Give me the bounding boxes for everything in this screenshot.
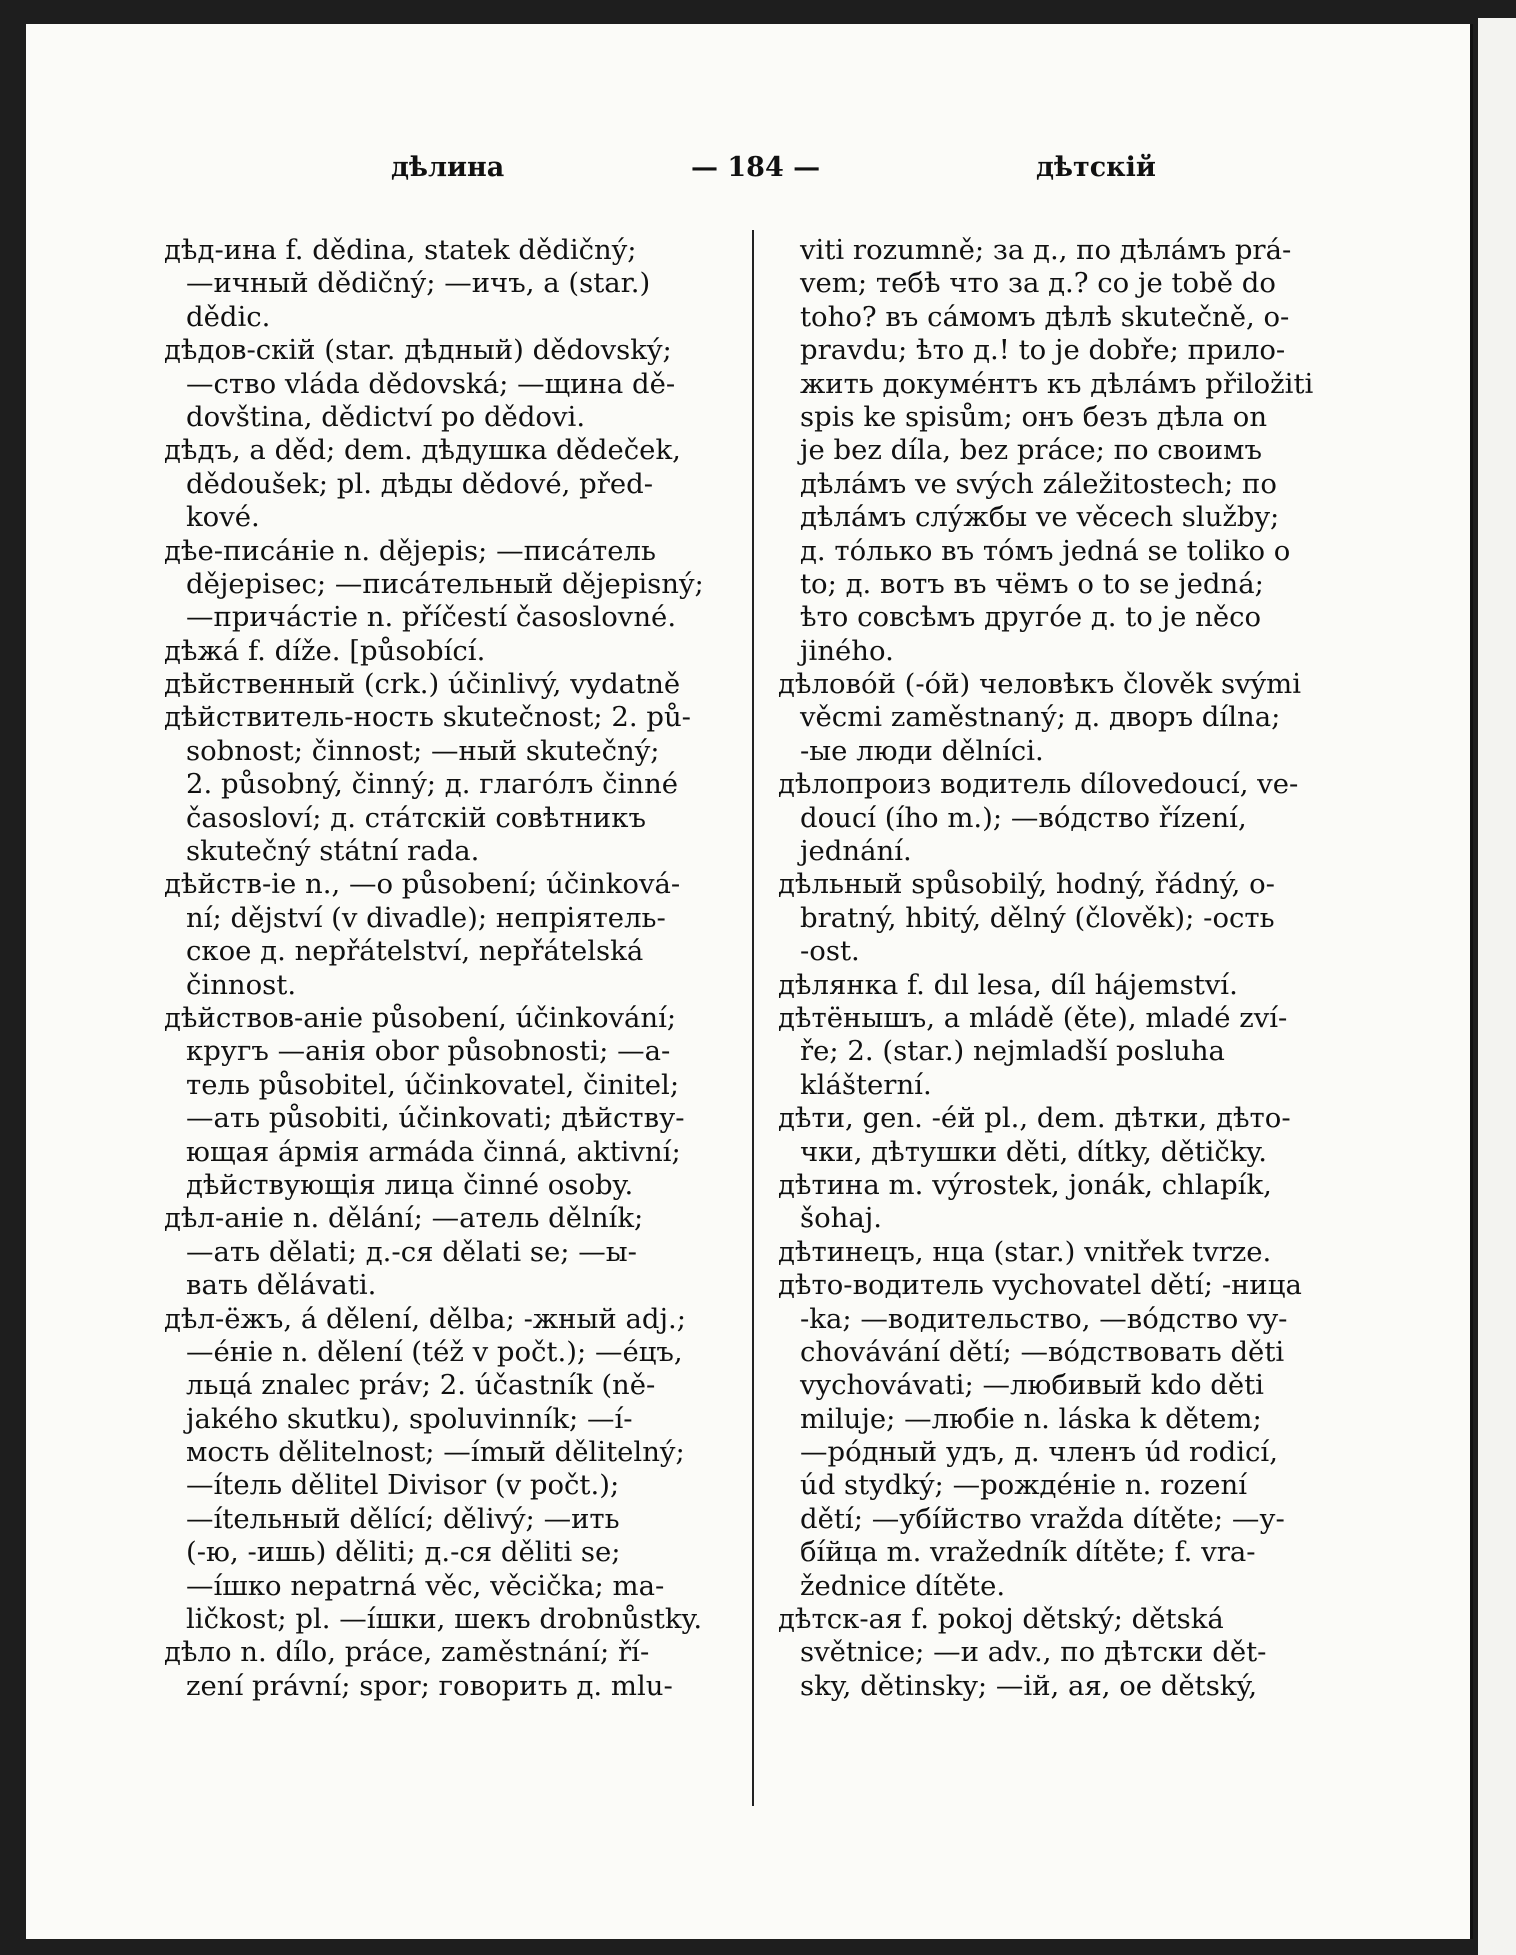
entry-continuation-line: činnost.	[186, 968, 297, 1001]
entry-continuation-line: кругъ —анія obor působnosti; —а-	[186, 1035, 671, 1068]
entry-continuation-line: дѣйствующія лица činné osoby.	[186, 1168, 634, 1201]
entry-continuation-line: věcmi zaměstnaný; д. дворъ dílna;	[800, 701, 1281, 734]
entry-continuation-line: ѣто совсѣмъ другóе д. to je něco	[800, 601, 1262, 634]
entry-continuation-line: ře; 2. (star.) nejmladší posluha	[800, 1035, 1225, 1068]
entry-continuation-line: toho? въ сáмомъ дѣлѣ skutečně, o-	[800, 300, 1290, 333]
entry-continuation-line: ское д. nepřátelství, nepřátelská	[186, 935, 644, 968]
entry-continuation-line: to; д. вотъ въ чёмъ o to se jedná;	[800, 567, 1264, 600]
header-right-guide-word: дѣтскій	[1036, 152, 1156, 183]
entry-continuation-line: д. тóлько въ тóмъ jedná se toliko o	[800, 534, 1291, 567]
entry-continuation-line: viti rozumně; за д., по дѣлáмъ prá-	[800, 234, 1292, 266]
entry-headword-line: дѣто-водитель vychovatel dětí; -ница	[778, 1269, 1302, 1302]
entry-continuation-line: -ost.	[800, 935, 860, 968]
entry-continuation-line: zení právní; spor; говорить д. mlu-	[186, 1669, 673, 1702]
dictionary-page	[26, 24, 1473, 1939]
entry-headword-line: дѣтина m. výrostek, jonák, chlapík,	[778, 1168, 1272, 1201]
entry-continuation-line: dědic.	[186, 300, 271, 333]
entry-continuation-line: jakého skutku), spoluvinník; —í-	[186, 1402, 633, 1435]
entry-continuation-line: chovávání dětí; —вóдствовать děti	[800, 1335, 1285, 1368]
entry-continuation-line: miluje; —любіе n. láska k dětem;	[800, 1402, 1262, 1435]
entry-continuation-line: дѣлáмъ слýжбы ve věcech služby;	[800, 501, 1280, 534]
entry-continuation-line: časosloví; д. стáтскій совѣтникъ	[186, 801, 646, 834]
entry-headword-line: дѣйств-іе n., —o působení; účinková-	[164, 868, 681, 901]
entry-headword-line: дѣжá f. díže. [působící.	[164, 634, 486, 667]
entry-continuation-line: —ать působiti, účinkovati; дѣйству-	[186, 1102, 685, 1135]
entry-continuation-line: (-ю, -ишь) děliti; д.-ся děliti se;	[186, 1536, 621, 1569]
entry-continuation-line: -ые люди dělníci.	[800, 734, 1044, 767]
entry-headword-line: дѣтск-ая f. pokoj dětský; dětská	[778, 1603, 1224, 1636]
entry-continuation-line: —ítель dělitel Divisor (v počt.);	[186, 1469, 620, 1502]
entry-continuation-line: тель působitel, účinkovatel, činitel;	[186, 1068, 680, 1101]
column-divider	[752, 230, 754, 1806]
page-number: — 184 —	[691, 152, 821, 183]
entry-continuation-line: —ство vláda dědovská; —щина dě-	[186, 367, 676, 400]
entry-continuation-line: dědoušek; pl. дѣды dědové, před-	[186, 467, 654, 500]
entry-continuation-line: jednání.	[800, 835, 912, 868]
entry-continuation-line: klášterní.	[800, 1068, 932, 1101]
entry-continuation-line: žednice dítěte.	[800, 1569, 1006, 1602]
header-left-guide-word: дѣлина	[391, 152, 505, 183]
entry-continuation-line: jiného.	[800, 634, 894, 667]
entry-continuation-line: льцá znalec práv; 2. účastník (ně-	[186, 1369, 656, 1402]
entry-continuation-line: чки, дѣтушки děti, dítky, dětičky.	[800, 1135, 1268, 1168]
entry-continuation-line: -ka; —водительство, —вóдство vy-	[800, 1302, 1288, 1335]
entry-continuation-line: 2. působný, činný; д. глагóлъ činné	[186, 768, 679, 801]
left-column	[164, 234, 732, 1703]
entry-headword-line: дѣдов-скій (star. дѣдный) dědovský;	[164, 334, 672, 367]
entry-continuation-line: ющая áрмія armáda činná, aktivní;	[186, 1135, 681, 1168]
entry-continuation-line: вать dělávati.	[186, 1269, 377, 1302]
entry-continuation-line: —íшко nepatrná věc, věcička; ma-	[186, 1569, 665, 1602]
entry-continuation-line: dějepisec; —писáтельный dějepisný;	[186, 567, 704, 600]
entry-continuation-line: spis ke spisům; онъ безъ дѣла on	[800, 400, 1268, 433]
entry-continuation-line: úd stydký; —рождéніе n. rození	[800, 1469, 1248, 1502]
entry-headword-line: дѣловóй (-óй) человѣкъ člověk svými	[778, 668, 1302, 701]
entry-continuation-line: ličkost; pl. —íшки, шекъ drobnůstky.	[186, 1603, 703, 1636]
entry-headword-line: дѣе-писáніе n. dějepis; —писáтель	[164, 534, 656, 567]
entry-headword-line: дѣйствитель-ность skutečnost; 2. pů-	[164, 701, 691, 734]
running-header	[26, 152, 1470, 192]
entry-continuation-line: ní; dějství (v divadle); непріятель-	[186, 901, 666, 934]
entry-continuation-line: dětí; —убíйство vražda dítěte; —у-	[800, 1502, 1285, 1535]
right-column	[778, 234, 1368, 1703]
entry-headword-line: дѣлопроиз водитель dílovedoucí, ve-	[778, 768, 1299, 801]
entry-headword-line: дѣйственный (crk.) účinlivý, vydatně	[164, 668, 681, 701]
entry-headword-line: дѣйствов-аніе působení, účinkování;	[164, 1001, 677, 1034]
entry-continuation-line: kové.	[186, 501, 260, 534]
entry-continuation-line: sobnost; činnost; —ный skutečný;	[186, 734, 660, 767]
entry-continuation-line: pravdu; ѣто д.! to je dobře; прило-	[800, 334, 1286, 367]
entry-continuation-line: skutečný státní rada.	[186, 835, 480, 868]
entry-continuation-line: světnice; —и adv., по дѣтски dět-	[800, 1636, 1267, 1669]
entry-continuation-line: šohaj.	[800, 1202, 883, 1235]
entry-headword-line: дѣло n. dílo, práce, zaměstnání; ří-	[164, 1636, 650, 1669]
entry-headword-line: дѣд-ина f. dědina, statek dědičný;	[164, 234, 637, 266]
entry-continuation-line: —ать dělati; д.-ся dělati se; —ы-	[186, 1235, 637, 1268]
entry-continuation-line: vychovávati; —любивый kdo děti	[800, 1369, 1264, 1402]
entry-headword-line: дѣлянка f. dıl lesa, díl hájemství.	[778, 968, 1238, 1001]
entry-headword-line: дѣл-ёжъ, á dělení, dělba; -жный adj.;	[164, 1302, 686, 1335]
entry-continuation-line: —причáстіе n. příčestí časoslovné.	[186, 601, 677, 634]
entry-continuation-line: бíйца m. vražedník dítěte; f. vra-	[800, 1536, 1256, 1569]
entry-continuation-line: —éніе n. dělení (též v počt.); —éцъ,	[186, 1335, 683, 1368]
entry-headword-line: дѣти, gen. -éй pl., dem. дѣтки, дѣто-	[778, 1102, 1291, 1135]
entry-headword-line: дѣтёнышъ, a mládě (ěte), mladé zví-	[778, 1001, 1288, 1034]
entry-headword-line: дѣльный spůsobilý, hodný, řádný, o-	[778, 868, 1275, 901]
entry-continuation-line: doucí (ího m.); —вóдство řízení,	[800, 801, 1247, 834]
entry-headword-line: дѣл-аніе n. dělání; —атель dělník;	[164, 1202, 644, 1235]
entry-continuation-line: дѣлáмъ ve svých záležitostech; по	[800, 467, 1277, 500]
entry-continuation-line: je bez díla, bez práce; по своимъ	[800, 434, 1262, 467]
entry-continuation-line: vem; тебѣ что за д.? co je tobě do	[800, 267, 1276, 300]
entry-continuation-line: мость dělitelnost; —ímый dělitelný;	[186, 1436, 685, 1469]
entry-headword-line: дѣтинецъ, нца (star.) vnitřek tvrze.	[778, 1235, 1272, 1268]
entry-continuation-line: —рóдный удъ, д. членъ úd rodicí,	[800, 1436, 1278, 1469]
entry-continuation-line: bratný, hbitý, dělný (člověk); -ость	[800, 901, 1275, 934]
entry-continuation-line: dovština, dědictví po dědovi.	[186, 400, 586, 433]
entry-continuation-line: —ítельный dělící; dělivý; —ить	[186, 1502, 620, 1535]
entry-headword-line: дѣдъ, a děd; dem. дѣдушка dědeček,	[164, 434, 681, 467]
entry-continuation-line: жить докумéнтъ къ дѣлáмъ přiložiti	[800, 367, 1314, 400]
entry-continuation-line: —ичный dědičný; —ичъ, a (star.)	[186, 267, 651, 300]
entry-continuation-line: sky, dětinsky; —ій, ая, ое dětský,	[800, 1669, 1258, 1702]
adjacent-page-edge	[1478, 18, 1516, 1955]
